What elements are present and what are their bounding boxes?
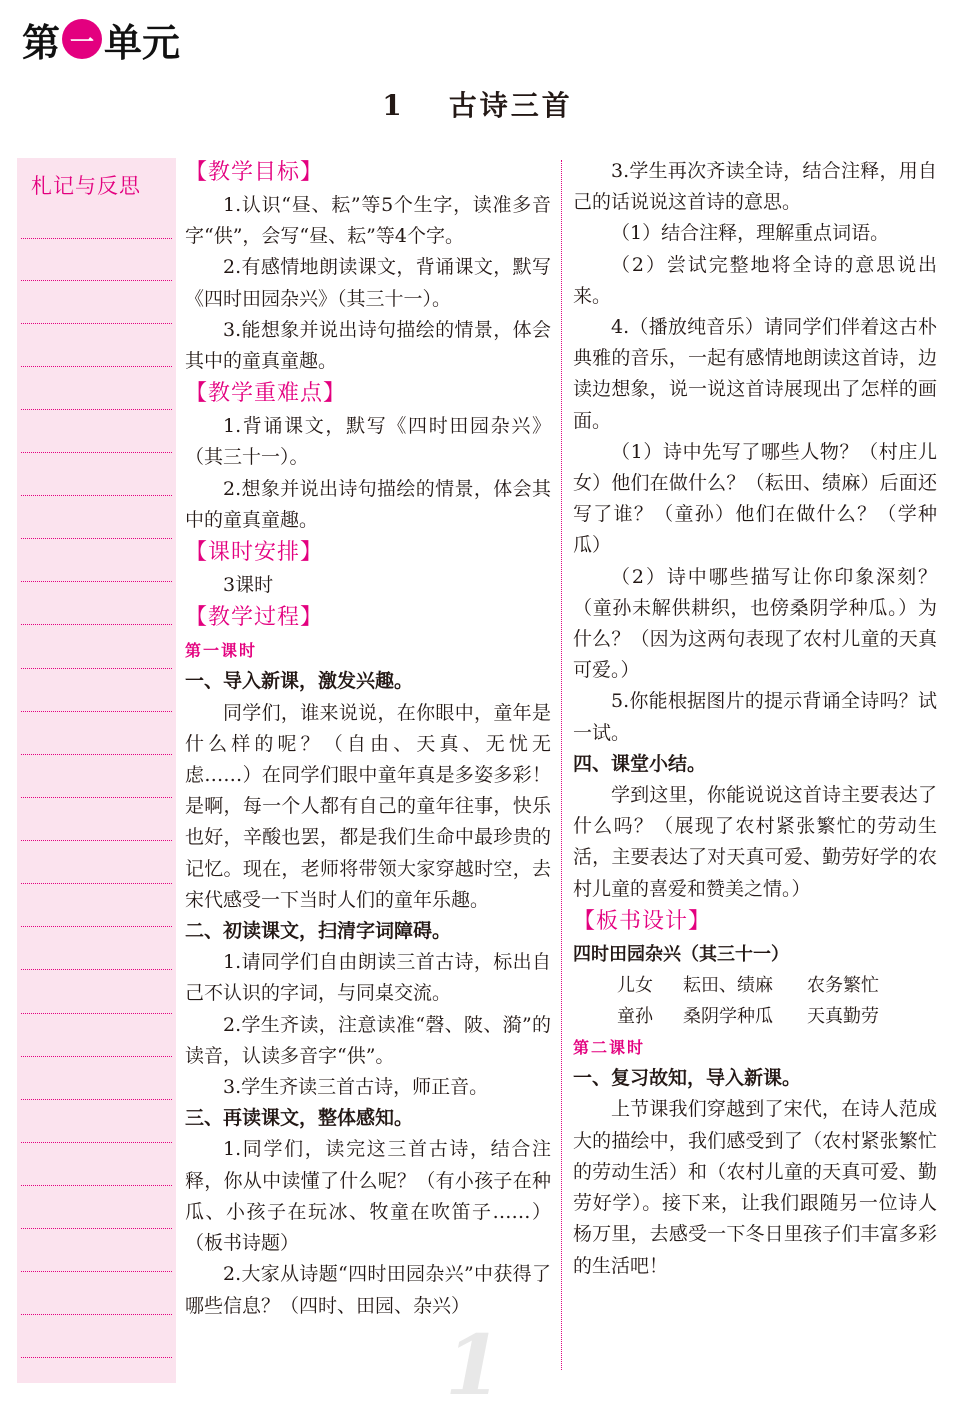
step-paragraph: 2.学生齐读，注意读准“磬、陂、漪”的读音，认读多音字“供”。 xyxy=(185,1013,551,1067)
unit-title xyxy=(22,14,180,64)
note-line xyxy=(21,1185,172,1186)
left-column xyxy=(185,156,551,1322)
board-theme: 天真勤劳 xyxy=(807,1006,879,1028)
note-line xyxy=(21,366,172,367)
board-theme: 农务繁忙 xyxy=(807,975,879,997)
board-action: 耘田、绩麻 xyxy=(683,975,773,997)
key-point-item: 1.背诵课文，默写《四时田园杂兴》（其三十一）。 xyxy=(185,415,551,469)
note-line xyxy=(21,1013,172,1014)
step-paragraph: 2.大家从诗题“四时田园杂兴”中获得了哪些信息？（四时、田园、杂兴） xyxy=(185,1263,551,1317)
board-row xyxy=(573,970,937,1001)
step-paragraph: （1）诗中先写了哪些人物？（村庄儿女）他们在做什么？（耘田、绩麻）后面还写了谁？（童孙）他们在做什么？（学种瓜） xyxy=(573,440,937,557)
note-line xyxy=(21,926,172,927)
lesson-period-heading: 第一课时 xyxy=(185,641,258,661)
unit-prefix: 第 xyxy=(22,20,61,65)
notes-sidebar xyxy=(17,158,176,1383)
right-column xyxy=(573,156,937,1282)
note-line xyxy=(21,624,172,625)
schedule-text: 3课时 xyxy=(223,574,274,597)
note-line xyxy=(21,581,172,582)
note-line xyxy=(21,1314,172,1315)
step-paragraph: （2）诗中哪些描写让你印象深刻？（童孙未解供耕织，也傍桑阴学种瓜。）为什么？（因为这两句表现了农村儿童的天真可爱。） xyxy=(573,565,937,682)
step-paragraph: （1）结合注释，理解重点词语。 xyxy=(611,222,890,245)
step-heading: 三、再读课文，整体感知。 xyxy=(185,1107,414,1130)
step-paragraph: （2）尝试完整地将全诗的意思说出来。 xyxy=(573,253,937,307)
step-paragraph: 3.学生齐读三首古诗，师正音。 xyxy=(223,1076,489,1099)
board-row xyxy=(573,1001,937,1032)
column-divider xyxy=(561,160,562,1370)
unit-number-badge: 一 xyxy=(62,19,102,59)
section-heading-board: 【板书设计】 xyxy=(573,908,712,934)
step-paragraph: 1.请同学们自由朗读三首古诗，标出自己不认识的字词，与同桌交流。 xyxy=(185,951,551,1005)
lesson-title xyxy=(0,84,955,124)
goal-item: 1.认识“昼、耘”等5个生字，读准多音字“供”，会写“昼、耘”等4个字。 xyxy=(185,194,551,248)
note-line xyxy=(21,1099,172,1100)
note-line xyxy=(21,452,172,453)
note-line xyxy=(21,280,172,281)
sidebar-title: 札记与反思 xyxy=(31,174,141,198)
section-heading-key-points: 【教学重难点】 xyxy=(185,381,347,407)
step-heading: 一、导入新课，激发兴趣。 xyxy=(185,670,414,693)
board-subject: 儿女 xyxy=(617,975,653,997)
note-line xyxy=(21,840,172,841)
note-line xyxy=(21,1357,172,1358)
note-line xyxy=(21,1056,172,1057)
step-paragraph: 学到这里，你能说说这首诗主要表达了什么吗？（展现了农村紧张繁忙的劳动生活，主要表达了对天真可爱、勤劳好学的农村儿童的喜爱和赞美之情。） xyxy=(573,784,937,900)
step-paragraph: 同学们，谁来说说，在你眼中，童年是什么样的呢？（自由、天真、无忧无虑……）在同学们眼中童年真是多姿多彩！是啊，每一个人都有自己的童年往事，快乐也好，辛酸也罢，都是我们生命中最珍贵的记忆。现在，老师将带领大家穿越时空，去宋代感受一下当时人们的童年乐趣。 xyxy=(185,701,551,911)
note-line xyxy=(21,409,172,410)
key-point-item: 2.想象并说出诗句描绘的情景，体会其中的童真童趣。 xyxy=(185,477,551,531)
step-heading: 四、课堂小结。 xyxy=(573,752,707,775)
step-heading: 一、复习故知，导入新课。 xyxy=(573,1067,802,1090)
note-line xyxy=(21,1228,172,1229)
lesson-name: 古诗三首 xyxy=(448,89,573,122)
note-line xyxy=(21,1271,172,1272)
note-line xyxy=(21,754,172,755)
lesson-number: 1 xyxy=(382,89,405,122)
unit-suffix: 单元 xyxy=(104,20,181,65)
section-heading-process: 【教学过程】 xyxy=(185,605,324,631)
board-action: 桑阴学种瓜 xyxy=(683,1006,773,1028)
note-line xyxy=(21,883,172,884)
note-line xyxy=(21,969,172,970)
note-line xyxy=(21,1142,172,1143)
note-line xyxy=(21,538,172,539)
board-title: 四时田园杂兴（其三十一） xyxy=(573,943,789,965)
board-subject: 童孙 xyxy=(617,1006,653,1028)
note-line xyxy=(21,495,172,496)
page-number: 1 xyxy=(445,1318,503,1414)
goal-item: 3.能想象并说出诗句描绘的情景，体会其中的童真童趣。 xyxy=(185,318,551,373)
step-paragraph: 4.（播放纯音乐）请同学们伴着这古朴典雅的音乐，一起有感情地朗读这首诗，边读边想象，说一说这首诗展现出了怎样的画面。 xyxy=(573,316,937,432)
note-line xyxy=(21,711,172,712)
note-line xyxy=(21,797,172,798)
lesson-period-heading: 第二课时 xyxy=(573,1038,646,1058)
goal-item: 2.有感情地朗读课文，背诵课文，默写《四时田园杂兴》（其三十一）。 xyxy=(185,256,551,310)
section-heading-schedule: 【课时安排】 xyxy=(185,540,324,566)
step-paragraph: 3.学生再次齐读全诗，结合注释，用自己的话说说这首诗的意思。 xyxy=(573,160,937,214)
step-paragraph: 上节课我们穿越到了宋代，在诗人范成大的描绘中，我们感受到了（农村紧张繁忙的劳动生活）和（农村儿童的天真可爱、勤劳好学）。接下来，让我们跟随另一位诗人杨万里，去感受一下冬日里孩子们丰富多彩的生活吧！ xyxy=(573,1098,937,1277)
note-line xyxy=(21,668,172,669)
step-heading: 二、初读课文，扫清字词障碍。 xyxy=(185,920,452,943)
note-line xyxy=(21,323,172,324)
section-heading-goals: 【教学目标】 xyxy=(185,160,324,185)
step-paragraph: 5.你能根据图片的提示背诵全诗吗？试一试。 xyxy=(573,690,937,744)
note-line xyxy=(21,238,172,239)
step-paragraph: 1.同学们，读完这三首古诗，结合注释，你从中读懂了什么呢？（有小孩子在种瓜、小孩子在玩冰、牧童在吹笛子……）（板书诗题） xyxy=(185,1138,551,1255)
